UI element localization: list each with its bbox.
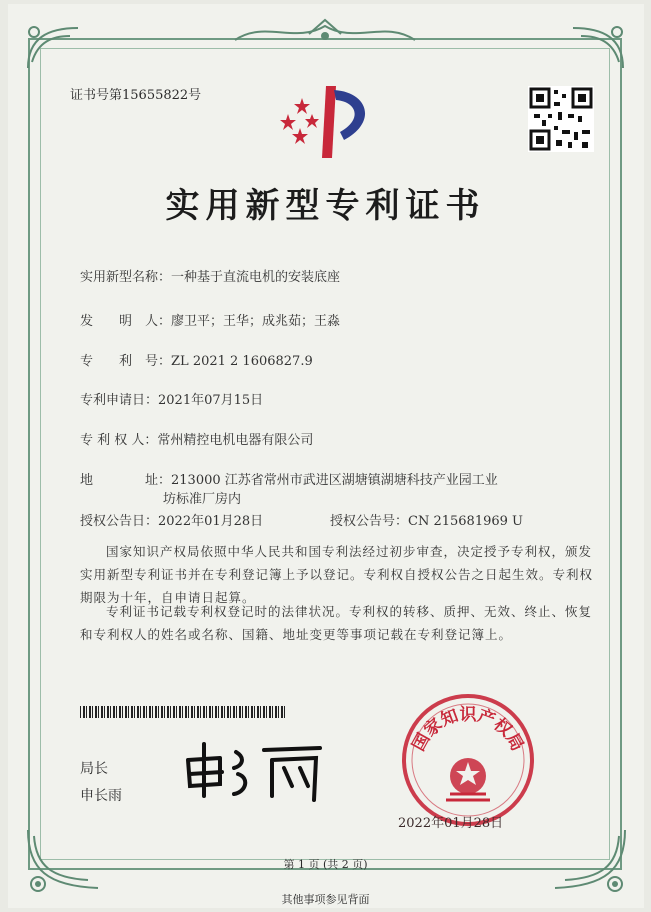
legal-paragraph-2: 专利证书记载专利权登记时的法律状况。专利权的转移、质押、无效、终止、恢复和专利权人的姓名或名称、国籍、地址变更等事项记载在专利登记簿上。 [80,604,593,642]
patent-no-value: ZL 2021 2 1606827.9 [171,354,313,369]
field-filing-date-row [80,389,263,408]
grant-no-value: CN 215681969 U [408,514,523,529]
corner-ornament-top-right [563,18,633,78]
inventor-label: 发 明 人： [80,314,172,329]
filing-date-value: 2021年07月15日 [158,393,264,408]
certificate-title: 实用新型专利证书 [165,186,486,226]
patentee-label: 专 利 权 人： [80,433,158,448]
field-patentee-row [80,429,313,448]
grant-no-label: 授权公告号： [330,514,409,529]
grant-date-value: 2022年01月28日 [158,514,264,529]
back-note: 其他事项参见背面 [281,893,370,906]
field-patent-no-row [80,350,313,369]
field-name-row [80,266,340,285]
legal-paragraph-1: 国家知识产权局依照中华人民共和国专利法经过初步审查，决定授予专利权，颁发实用新型专利证书并在专利登记簿上予以登记。专利权自授权公告之日起生效。专利权期限为十年，自申请日起算。 [80,544,594,605]
field-grant-date-row [80,510,263,529]
certificate-number: 证书号第15655822号 [70,88,202,103]
field-address-row [80,469,498,488]
utility-model-name-label: 实用新型名称： [80,270,172,285]
cnipa-logo [278,82,378,162]
director-name: 申长雨 [80,788,122,804]
filing-date-label: 专利申请日： [80,393,159,408]
field-inventor-row [80,310,340,329]
page-number: 第 1 页 (共 2 页) [283,858,368,871]
patent-no-label: 专 利 号： [80,354,172,369]
barcode [80,706,286,718]
director-title: 局长 [80,761,108,777]
address-value-line2: 坊标准厂房内 [163,492,242,507]
official-seal [400,692,536,828]
corner-ornament-top-left [18,18,88,78]
director-signature [180,738,330,808]
patentee-value: 常州精控电机电器有限公司 [157,433,314,448]
address-value-line1: 213000 江苏省常州市武进区湖塘镇湖塘科技产业园工业 [171,473,498,488]
seal-text: 国家知识产权局 [408,705,528,755]
utility-model-name-value: 一种基于直流电机的安装底座 [171,270,341,285]
qr-code [528,86,594,152]
inventor-value: 廖卫平；王华；成兆茹；王淼 [171,314,341,329]
grant-date-label: 授权公告日： [80,514,159,529]
seal-date: 2022年01月28日 [398,816,504,831]
address-label: 地 址： [80,473,172,488]
field-grant-no-row [330,510,523,529]
top-center-ornament [225,14,425,50]
